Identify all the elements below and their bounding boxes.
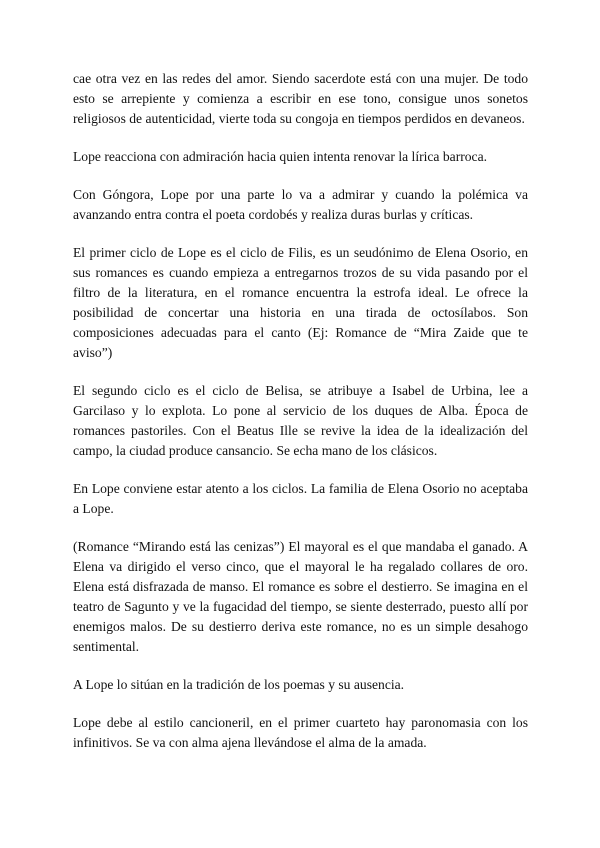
document-body	[73, 69, 528, 771]
paragraph-4: El primer ciclo de Lope es el ciclo de Filis, es un seudónimo de Elena Osorio, en sus romances es cuando empieza a entregarnos trozos de su vida pasando por el filtro de la literatura, en el romance encuentra la estrofa ideal. Le ofrece la posibilidad de concertar una historia en una tirada de octosílabos. Son composiciones adecuadas para el canto (Ej: Romance de “Mira Zaide que te aviso”)	[73, 245, 528, 360]
paragraph-5: El segundo ciclo es el ciclo de Belisa, se atribuye a Isabel de Urbina, lee a Garcilaso y lo explota. Lo pone al servicio de los duques de Alba. Época de romances pastoriles. Con el Beatus Ille se revive la idea de la idealización del campo, la ciudad produce cansancio. Se echa mano de los clásicos.	[73, 383, 528, 458]
paragraph-8: A Lope lo sitúan en la tradición de los poemas y su ausencia.	[73, 677, 405, 692]
paragraph-1: cae otra vez en las redes del amor. Siendo sacerdote está con una mujer. De todo esto se arrepiente y comienza a escribir en ese tono, consigue unos sonetos religiosos de autenticidad, vierte toda su congoja en tiempos perdidos en devaneos.	[73, 71, 528, 126]
paragraph-2: Lope reacciona con admiración hacia quien intenta renovar la lírica barroca.	[73, 149, 488, 164]
paragraph-7: (Romance “Mirando está las cenizas”) El mayoral es el que mandaba el ganado. A Elena va dirigido el verso cinco, que el mayoral le ha regalado collares de oro. Elena está disfrazada de manso. El romance es sobre el destierro. Se imagina en el teatro de Sagunto y ve la fugacidad del tiempo, se siente desterrado, puesto allí por enemigos malos. De su destierro deriva este romance, no es un simple desahogo sentimental.	[73, 539, 528, 654]
paragraph-6: En Lope conviene estar atento a los ciclos. La familia de Elena Osorio no aceptaba a Lope.	[73, 481, 528, 516]
paragraph-9: Lope debe al estilo cancioneril, en el primer cuarteto hay paronomasia con los infinitivos. Se va con alma ajena llevándose el alma de la amada.	[73, 715, 528, 750]
paragraph-3: Con Góngora, Lope por una parte lo va a admirar y cuando la polémica va avanzando entra contra el poeta cordobés y realiza duras burlas y críticas.	[73, 187, 528, 222]
